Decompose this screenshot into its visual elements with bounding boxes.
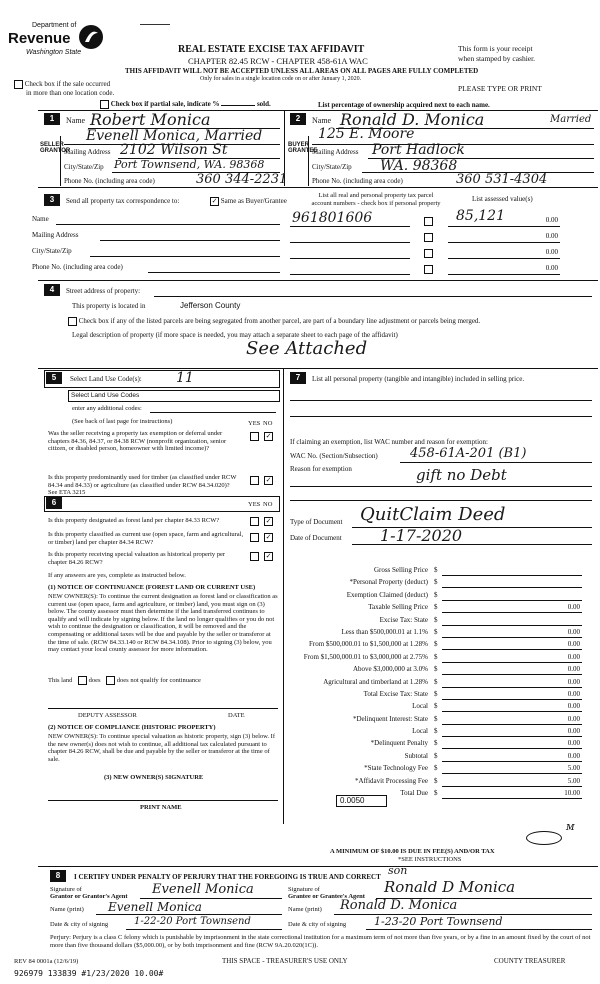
tax-calc-line <box>442 600 582 601</box>
tax-calc-line <box>442 761 582 762</box>
buyer-name-value2[interactable]: 125 E. Moore <box>318 126 415 142</box>
if-any-yes: If any answers are yes, complete as instructed below. <box>48 572 186 579</box>
send-correspondence-label: Send all property tax correspondence to: <box>66 197 180 205</box>
seller-name-value2[interactable]: Evenell Monica, Married <box>86 128 263 144</box>
print-name-label: PRINT NAME <box>140 804 182 811</box>
receipt-line2: when stamped by cashier. <box>458 54 536 63</box>
sec3-phone-label: Phone No. (including area code) <box>32 263 123 271</box>
tax-calc-value[interactable]: 0.00 <box>567 627 580 636</box>
parcels-header-2: account numbers - check box if personal property <box>311 200 441 207</box>
grantee-name-print[interactable]: Ronald D. Monica <box>340 898 458 913</box>
county-value[interactable]: Jefferson County <box>180 301 241 310</box>
tax-calc-label: Total Due <box>400 789 428 798</box>
tax-calc-dollar: $ <box>434 603 438 612</box>
buyer-married-note: Married <box>550 114 592 125</box>
assessed-header: List assessed value(s) <box>472 195 533 203</box>
seller-name-value[interactable]: Robert Monica <box>90 110 211 129</box>
tax-calc-row <box>290 788 590 800</box>
assessed-amount-2: 0.00 <box>545 232 558 240</box>
tax-calc-line <box>442 786 582 787</box>
assessed-line-2 <box>448 242 560 243</box>
grantor-sig-label-1: Signature of <box>50 886 82 893</box>
street-address-line <box>154 296 592 297</box>
section7-number: 7 <box>290 372 306 384</box>
buyer-city-label: City/State/Zip <box>312 163 352 171</box>
additional-codes-label: enter any additional codes: <box>72 405 142 412</box>
tax-calc-label: Less than $500,000.01 at 1.1% <box>341 627 428 636</box>
reason-line-2 <box>290 500 592 501</box>
grantee-sig-label-2: Grantee or Grantee's Agent <box>288 893 365 900</box>
new-owner-sig-line[interactable] <box>48 800 278 801</box>
tax-calc-label: Gross Selling Price <box>373 566 428 574</box>
sec5-q2-yes[interactable] <box>250 476 259 485</box>
tax-calc-row <box>290 776 590 788</box>
tax-calc-row <box>290 615 590 627</box>
form-chapter: CHAPTER 82.45 RCW - CHAPTER 458-61A WAC <box>188 56 368 66</box>
tax-calc-row <box>290 763 590 775</box>
tax-calc-value[interactable]: 0.00 <box>567 665 580 674</box>
sec5-q1-yes[interactable] <box>250 432 259 441</box>
land-use-value[interactable]: 11 <box>176 370 194 386</box>
reason-label: Reason for exemption <box>290 465 352 473</box>
wac-label: WAC No. (Section/Subsection) <box>290 452 378 460</box>
seller-city-value[interactable]: Port Townsend, WA. 98368 <box>114 158 265 171</box>
grantor-sig-line <box>140 898 282 899</box>
doc-date-line <box>352 544 592 545</box>
does-label: does <box>88 676 101 684</box>
reason-line-1 <box>290 486 592 487</box>
tax-calc-row <box>290 701 590 713</box>
historic-title: (2) NOTICE OF COMPLIANCE (HISTORIC PROPERTY) <box>48 724 216 731</box>
parcel-line-4 <box>290 274 410 275</box>
personal-property-checkbox-3[interactable] <box>424 249 433 258</box>
sec6-q3-yes[interactable] <box>250 552 259 561</box>
tax-calc-value[interactable]: 10.00 <box>564 789 580 798</box>
tax-calc-value[interactable]: 0.00 <box>567 714 580 723</box>
grantee-date-city-label: Date & city of signing <box>288 921 347 928</box>
assessed-amount-3: 0.00 <box>545 248 558 256</box>
does-checkbox[interactable] <box>78 676 87 685</box>
tax-calc-value[interactable]: 0.00 <box>567 751 580 760</box>
tax-calc-row <box>290 627 590 639</box>
seller-name-label: Name <box>66 116 86 125</box>
sec3-mailing-label: Mailing Address <box>32 231 79 239</box>
exemption-label: If claiming an exemption, list WAC number and reason for exemption: <box>290 438 488 446</box>
personal-property-line-2[interactable] <box>290 416 592 417</box>
tax-calc-label: Taxable Selling Price <box>368 603 428 612</box>
total-due-circle <box>526 831 562 845</box>
sec5-top-line <box>38 368 598 369</box>
form-revision: REV 84 0001a (12/6/19) <box>14 958 79 965</box>
sec6-q2: Is this property classified as current use (open space, farm and agricultural, or timber) land per chapter 84.34 RCW? <box>48 531 244 546</box>
sec5-q1: Was the seller receiving a property tax exemption or deferral under chapters 84.36, 84.37, or 84.38 RCW (nonprofit organization, senior citizen, or disabled person, homeowner with limited income)? <box>48 430 227 452</box>
does-not-label: does not qualify for continuance <box>116 676 201 684</box>
tax-calc-line <box>442 637 582 638</box>
tax-calc-label: *Personal Property (deduct) <box>349 578 428 587</box>
parcels-header-1: List all real and personal property tax parcel <box>318 192 434 199</box>
perjury-notice: Perjury: Perjury is a class C felony which is punishable by imprisonment in the state correctional institution for a maximum term of not more than five years, or by a fine in an amount fixed by the court of not more than five thousand dollars ($5,000.00), or by both imprisonment and fine (RCW 9A.20.020(1C)). <box>50 934 591 949</box>
tax-calc-row <box>290 689 590 701</box>
parcel-number-value[interactable]: 961801606 <box>292 210 373 226</box>
dept-line1: Department of <box>32 22 77 29</box>
multi-location-label: Check box if the sale occurred <box>24 80 111 89</box>
tax-calc-label: Subtotal <box>404 751 428 760</box>
tax-calc-row <box>290 677 590 689</box>
land-use-label: Select Land Use Code(s): <box>70 375 142 383</box>
certify-statement: I CERTIFY UNDER PENALTY OF PERJURY THAT THE FOREGOING IS TRUE AND CORRECT <box>74 873 381 881</box>
seller-phone-value[interactable]: 360 344-2231 <box>196 172 288 187</box>
parcels-header <box>300 192 452 208</box>
grantee-date-line <box>366 929 592 930</box>
tax-calc-row <box>290 652 590 664</box>
local-rate-box[interactable]: 0.0050 <box>336 795 387 807</box>
personal-property-line-1[interactable] <box>290 400 592 401</box>
tax-calc-label: Above $3,000,000 at 3.0% <box>352 665 428 674</box>
ownership-note: List percentage of ownership acquired next to each name. <box>318 101 490 109</box>
tax-calc-label: Agricultural and timberland at 1.28% <box>323 677 428 686</box>
personal-property-checkbox-2[interactable] <box>424 233 433 242</box>
same-as-buyer-label: Same as Buyer/Grantee <box>220 197 287 206</box>
sec6-frame <box>44 496 280 512</box>
grantee-date-city[interactable]: 1-23-20 Port Townsend <box>374 915 503 928</box>
grantor-print-line <box>96 914 282 915</box>
form-warning: THIS AFFIDAVIT WILL NOT BE ACCEPTED UNLESS ALL AREAS ON ALL PAGES ARE FULLY COMPLETED <box>125 67 479 75</box>
buyer-mailing-label: Mailing Address <box>312 148 359 156</box>
sec6-yes-header: YES <box>248 501 261 508</box>
tax-calc-label: *Delinquent Penalty <box>370 739 428 748</box>
section4-number: 4 <box>44 284 60 296</box>
tax-calc-dollar: $ <box>434 789 438 798</box>
land-use-select[interactable]: Select Land Use Codes <box>68 390 280 402</box>
buyer-name-label: Name <box>312 116 332 125</box>
tax-calc-row <box>290 751 590 763</box>
tax-calculation <box>290 565 590 800</box>
section3-number: 3 <box>44 194 60 206</box>
same-as-buyer-checkbox[interactable]: ✓ <box>211 197 218 205</box>
assessed-amount-4: 0.00 <box>545 264 558 272</box>
sec4-top-line <box>38 280 598 281</box>
partial-pct-field[interactable] <box>221 105 255 106</box>
tax-calc-row <box>290 639 590 651</box>
deputy-sign-line[interactable] <box>48 708 278 709</box>
grantor-sig-label-2: Grantor or Grantor's Agent <box>50 893 128 900</box>
partial-sale-row <box>100 100 271 109</box>
tax-calc-dollar: $ <box>434 652 438 661</box>
tax-calc-line <box>442 587 582 588</box>
tax-calc-value[interactable]: 0.00 <box>567 689 580 698</box>
tax-calc-value[interactable]: 0.00 <box>567 739 580 748</box>
sec5-q2-no[interactable]: ✓ <box>265 476 272 484</box>
tax-calc-row <box>290 738 590 750</box>
tax-calc-line <box>442 798 582 799</box>
tax-calc-label: Local <box>412 702 428 711</box>
seller-mailing-value[interactable]: 2102 Wilson St <box>120 142 228 158</box>
dept-line2: Revenue <box>8 30 71 47</box>
continuance-title: (1) NOTICE OF CONTINUANCE (FOREST LAND OR CURRENT USE) <box>48 584 256 591</box>
tax-calc-row <box>290 602 590 614</box>
additional-codes-line[interactable] <box>150 412 276 413</box>
street-address-label: Street address of property: <box>66 287 141 295</box>
sec3-mailing-line <box>100 240 280 241</box>
county-treasurer: COUNTY TREASURER <box>494 957 566 965</box>
tax-calc-row <box>290 726 590 738</box>
seller-phone-label: Phone No. (including area code) <box>64 177 155 185</box>
assessed-line-3 <box>448 258 560 259</box>
section2-number: 2 <box>290 113 306 125</box>
doc-type-label: Type of Document <box>290 518 343 526</box>
tax-calc-dollar: $ <box>434 739 438 748</box>
wac-value[interactable]: 458-61A-201 (B1) <box>410 446 527 461</box>
tax-calc-dollar: $ <box>434 566 438 574</box>
assessed-line-1 <box>448 226 560 227</box>
partial-sale-label: Check box if partial sale, indicate % <box>110 100 220 109</box>
tax-calc-dollar: $ <box>434 776 438 785</box>
sec8-top-line <box>38 866 598 867</box>
tax-calc-line <box>442 625 582 626</box>
grantee-name-print-label: Name (print) <box>288 906 322 913</box>
section6-number: 6 <box>46 497 62 509</box>
son-note: son <box>388 864 408 877</box>
tax-calc-line <box>442 575 582 576</box>
personal-property-label: List all personal property (tangible and intangible) included in selling price. <box>312 375 525 383</box>
form-title: REAL ESTATE EXCISE TAX AFFIDAVIT <box>178 44 365 55</box>
this-land-row <box>48 676 201 685</box>
new-owner-sig-title: (3) NEW OWNER(S) SIGNATURE <box>104 774 204 781</box>
see-instructions: *SEE INSTRUCTIONS <box>398 856 462 863</box>
sec5-q2: Is this property predominantly used for timber (as classified under RCW 84.34 and 84.33) or agriculture (as classified under RCW 84.34.020)? See ETA 3215 <box>48 474 237 496</box>
receipt-line1: This form is your receipt <box>458 44 533 53</box>
tax-calc-row <box>290 590 590 602</box>
tax-calc-line <box>442 773 582 774</box>
grantee-sig-label-1: Signature of <box>288 886 320 893</box>
buyer-city-value[interactable]: WA. 98368 <box>380 158 458 174</box>
tax-calc-dollar: $ <box>434 689 438 698</box>
multi-location-label2: in more than one location code. <box>26 89 115 97</box>
buyer-mailing-value[interactable]: Port Hadlock <box>372 142 465 158</box>
grantor-signature[interactable]: Evenell Monica <box>152 882 254 897</box>
tax-calc-value[interactable]: 0.00 <box>567 677 580 686</box>
personal-property-checkbox-1[interactable] <box>424 217 433 226</box>
tax-calc-line <box>442 649 582 650</box>
sec6-no-header: NO <box>263 501 273 508</box>
tax-calc-dollar: $ <box>434 702 438 711</box>
tax-calc-row <box>290 577 590 589</box>
tax-calc-label: From $1,500,000.01 to $3,000,000 at 2.75% <box>303 652 428 661</box>
form-only-for: Only for sales in a single location code on or after January 1, 2020. <box>200 76 362 82</box>
column-divider <box>283 368 284 824</box>
deputy-date-label: DATE <box>228 712 245 719</box>
partial-sale-checkbox[interactable] <box>100 100 109 109</box>
tax-calc-line <box>442 724 582 725</box>
tax-calc-value[interactable]: 0.00 <box>567 603 580 612</box>
tax-calc-label: Local <box>412 727 428 736</box>
tax-calc-label: From $500,000.01 to $1,500,000 at 1.28% <box>309 640 428 649</box>
reason-value[interactable]: gift no Debt <box>416 466 507 484</box>
doc-type-value[interactable]: QuitClaim Deed <box>360 504 506 525</box>
tax-calc-dollar: $ <box>434 578 438 587</box>
seller-mailing-label: Mailing Address <box>64 148 111 156</box>
assessed-line-4 <box>448 274 560 275</box>
tax-calc-label: Exemption Claimed (deduct) <box>346 590 428 599</box>
sec6-q3: Is this property receiving special valuation as historical property per chapter 84.26 RCW? <box>48 551 226 566</box>
header-tick-marks <box>140 24 170 28</box>
tax-calc-value[interactable]: 0.00 <box>567 727 580 736</box>
sec2-label-divider <box>308 136 309 186</box>
sec6-q1: Is this property designated as forest land per chapter 84.33 RCW? <box>48 517 220 524</box>
section8-number: 8 <box>50 870 66 882</box>
sec5-yes-header: YES <box>248 420 261 427</box>
tax-calc-value[interactable]: 0.00 <box>567 640 580 649</box>
tax-calc-row <box>290 714 590 726</box>
continuance-text: NEW OWNER(S): To continue the current designation as forest land or classification as current use (open space, farm and agriculture, or timber) land, you must sign on (3) below. The county assessor must then determine if the land transferred continues to qualify and will indicate by signing below. If the land no longer qualifies or you do not wish to continue the designation or classification, it will be removed and the compensating or additional taxes will be due and payable by the seller or transferor at the time of sale. (RCW 84.33.140 or RCW 84.34.108). Prior to signing (3) below, you may contact your local county assessor for more information. <box>48 593 278 654</box>
seller-city-label: City/State/Zip <box>64 163 104 171</box>
revenue-logo-icon <box>78 24 104 50</box>
total-initials: ᴍ <box>566 820 575 833</box>
tax-calc-label: Total Excise Tax: State <box>363 689 428 698</box>
sec1-label-divider <box>60 136 61 186</box>
tax-calc-dollar: $ <box>434 590 438 599</box>
sec3-city-label: City/State/Zip <box>32 247 72 255</box>
deputy-assessor-label: DEPUTY ASSESSOR <box>78 712 137 719</box>
grantor-date-city-label: Date & city of signing <box>50 921 109 928</box>
tax-calc-value[interactable]: 0.00 <box>567 652 580 661</box>
tax-calc-label: *State Technology Fee <box>364 764 428 773</box>
grantor-date-city[interactable]: 1-22-20 Port Townsend <box>134 916 251 927</box>
see-back-note: (See back of last page for instructions) <box>72 418 173 425</box>
sec3-name-label: Name <box>32 215 49 223</box>
sec5-q1-no[interactable]: ✓ <box>265 432 272 440</box>
dor-logo <box>8 22 108 60</box>
tax-calc-dollar: $ <box>434 751 438 760</box>
multi-location-check <box>14 80 114 97</box>
historic-text: NEW OWNER(S): To continue special valuation as historic property, sign (3) below. If the new owner(s) does not wish to continue, all additional tax calculated pursuant to chapter 84.26 RCW, shall be due and payable by the seller or transferor at the time of sale. <box>48 733 275 763</box>
sec3-city-line <box>90 256 280 257</box>
recording-stamp: 926979 133839 #1/23/2020 10.00# <box>14 969 164 978</box>
tax-calc-label: Excise Tax: State <box>379 615 428 624</box>
doc-date-value[interactable]: 1-17-2020 <box>380 526 463 545</box>
tax-calc-row <box>290 664 590 676</box>
tax-calc-label: *Affidavit Processing Fee <box>355 776 428 785</box>
parcel-line-1 <box>290 226 410 227</box>
tax-calc-line <box>442 612 582 613</box>
section1-number: 1 <box>44 113 60 125</box>
tax-calc-line <box>442 748 582 749</box>
tax-calc-line <box>442 711 582 712</box>
minimum-due-note: A MINIMUM OF $10.00 IS DUE IN FEE(S) AND/OR TAX <box>330 848 495 855</box>
tax-calc-dollar: $ <box>434 764 438 773</box>
tax-calc-value[interactable]: 5.00 <box>567 776 580 785</box>
tax-calc-value[interactable]: 0.00 <box>567 702 580 711</box>
tax-calc-dollar: $ <box>434 627 438 636</box>
segregated-checkbox[interactable] <box>68 317 77 326</box>
buyer-phone-value[interactable]: 360 531-4304 <box>456 172 548 187</box>
segregated-row <box>68 317 480 326</box>
multi-location-checkbox[interactable] <box>14 80 23 89</box>
sold-label: sold. <box>256 100 271 109</box>
treasurer-space: THIS SPACE - TREASURER'S USE ONLY <box>222 957 348 965</box>
tax-calc-label: *Delinquent Interest: State <box>352 714 428 723</box>
segregated-label: Check box if any of the listed parcels are being segregated from another parcel, are part of a boundary line adjustment or parcels being merged. <box>78 317 481 326</box>
does-not-checkbox[interactable] <box>106 676 115 685</box>
grantor-date-line <box>126 929 282 930</box>
tax-calc-line <box>442 699 582 700</box>
same-as-buyer <box>210 197 287 206</box>
dept-line3: Washington State <box>26 49 82 56</box>
grantor-sig-label <box>50 886 128 900</box>
assessed-value-handwritten[interactable]: 85,121 <box>456 208 505 224</box>
parcel-line-3 <box>290 258 410 259</box>
seller-side-label: SELLER GRANTOR <box>40 142 71 154</box>
sec5-no-header: NO <box>263 420 273 427</box>
grantee-signature[interactable]: Ronald D Monica <box>384 878 516 896</box>
doc-date-label: Date of Document <box>290 534 342 542</box>
this-land-label: This land <box>48 676 73 684</box>
receipt-note <box>458 44 535 64</box>
assessed-amount-1: 0.00 <box>545 216 558 224</box>
tax-calc-row <box>290 565 590 577</box>
tax-calc-dollar: $ <box>434 665 438 674</box>
buyer-phone-label: Phone No. (including area code) <box>312 177 403 185</box>
sec3-name-line <box>56 224 280 225</box>
sec6-q2-yes[interactable] <box>250 533 259 542</box>
sec6-q3-no[interactable]: ✓ <box>265 552 272 560</box>
grantor-name-print-label: Name (print) <box>50 906 84 913</box>
sec3-phone-line <box>148 272 280 273</box>
tax-calc-dollar: $ <box>434 677 438 686</box>
tax-calc-dollar: $ <box>434 714 438 723</box>
tax-calc-dollar: $ <box>434 640 438 649</box>
section5-number: 5 <box>46 372 62 384</box>
tax-calc-value[interactable]: 5.00 <box>567 764 580 773</box>
sec6-q1-no[interactable]: ✓ <box>265 517 272 525</box>
parcel-line-2 <box>290 242 410 243</box>
wac-line <box>400 462 592 463</box>
tax-calc-line <box>442 674 582 675</box>
sec6-q2-no[interactable]: ✓ <box>265 533 272 541</box>
personal-property-checkbox-4[interactable] <box>424 265 433 274</box>
buyer-name-value[interactable]: Ronald D. Monica <box>340 110 485 129</box>
located-in-label: This property is located in <box>72 302 146 310</box>
legal-description-value[interactable]: See Attached <box>246 338 368 359</box>
tax-calc-line <box>442 662 582 663</box>
legal-description-label: Legal description of property (if more space is needed, you may attach a separate sheet to each page of the affidavit) <box>72 331 398 339</box>
tax-calc-line <box>442 687 582 688</box>
please-print: PLEASE TYPE OR PRINT <box>458 84 542 93</box>
buyer-side-label: BUYER GRANTEE <box>288 142 318 154</box>
tax-calc-line <box>442 736 582 737</box>
tax-calc-dollar: $ <box>434 615 438 624</box>
sec6-q1-yes[interactable] <box>250 517 259 526</box>
grantor-name-print[interactable]: Evenell Monica <box>108 900 202 914</box>
tax-calc-dollar: $ <box>434 727 438 736</box>
